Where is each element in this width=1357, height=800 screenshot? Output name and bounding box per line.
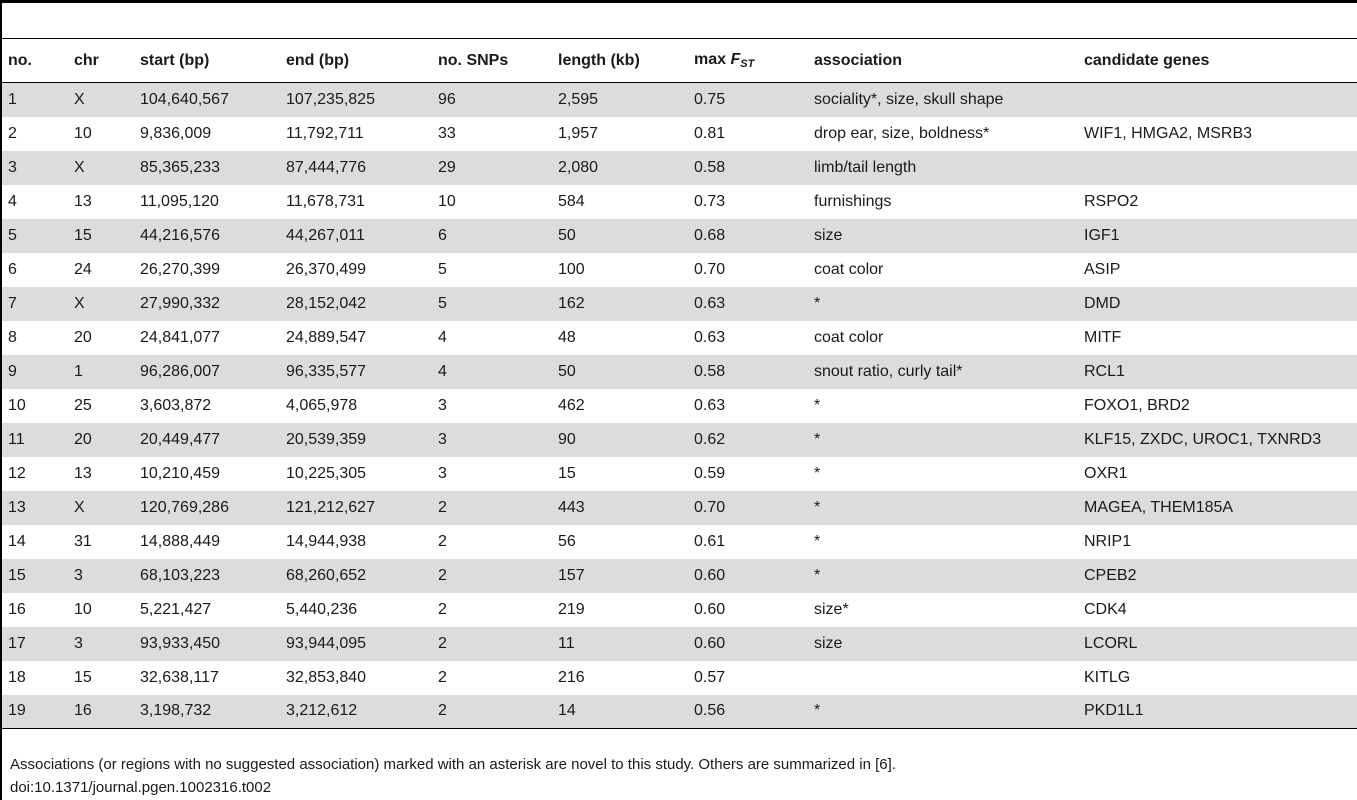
cell-association: * — [808, 559, 1078, 593]
cell-association: * — [808, 287, 1078, 321]
table-row — [2, 491, 1357, 525]
table-row — [2, 389, 1357, 423]
cell-start: 32,638,117 — [140, 668, 219, 686]
cell-no: 10 — [8, 396, 26, 414]
cell-fst: 0.58 — [688, 355, 808, 389]
cell-chr: 25 — [74, 396, 92, 414]
data-table — [2, 38, 1357, 729]
cell-length: 443 — [552, 491, 688, 525]
header-genes: candidate genes — [1078, 39, 1357, 83]
cell-association: * — [808, 423, 1078, 457]
header-snps: no. SNPs — [432, 39, 552, 83]
header-no: no. — [2, 39, 68, 83]
table-row — [2, 287, 1357, 321]
cell-length: 48 — [558, 328, 576, 346]
cell-no: 15 — [2, 559, 68, 593]
table-row — [2, 661, 1357, 695]
cell-genes: DMD — [1078, 287, 1357, 321]
cell-no: 12 — [8, 464, 26, 482]
cell-start: 96,286,007 — [134, 355, 280, 389]
doi-text: doi:10.1371/journal.pgen.1002316.t002 — [10, 779, 272, 796]
cell-association: sociality*, size, skull shape — [808, 83, 1078, 117]
cell-association: size* — [814, 600, 849, 618]
table-row — [2, 423, 1357, 457]
cell-genes: MITF — [1084, 328, 1122, 346]
table-row — [2, 321, 1357, 355]
cell-genes: PKD1L1 — [1078, 695, 1357, 729]
header-fst-var: F — [730, 51, 741, 68]
cell-end: 107,235,825 — [280, 83, 432, 117]
cell-length: 219 — [558, 600, 585, 618]
cell-snps: 33 — [438, 124, 456, 142]
cell-chr: 31 — [74, 532, 92, 550]
cell-fst: 0.60 — [688, 559, 808, 593]
cell-association: * — [814, 532, 821, 550]
cell-fst: 0.73 — [694, 192, 726, 210]
cell-length: 162 — [552, 287, 688, 321]
header-length: length (kb) — [552, 39, 688, 83]
cell-start: 20,449,477 — [134, 423, 280, 457]
cell-start: 104,640,567 — [134, 83, 280, 117]
cell-length: 157 — [552, 559, 688, 593]
cell-chr: 16 — [68, 695, 134, 729]
cell-snps: 2 — [438, 668, 447, 686]
cell-end: 26,370,499 — [286, 260, 367, 278]
header-fst-prefix: max — [694, 51, 731, 68]
cell-snps: 2 — [432, 559, 552, 593]
table-row — [2, 151, 1357, 185]
cell-end: 10,225,305 — [286, 464, 367, 482]
table-row — [2, 457, 1357, 491]
cell-genes: CPEB2 — [1078, 559, 1357, 593]
cell-end: 3,212,612 — [280, 695, 432, 729]
cell-snps: 2 — [432, 491, 552, 525]
cell-association: * — [814, 396, 821, 414]
cell-length: 2,080 — [552, 151, 688, 185]
cell-fst: 0.59 — [694, 464, 726, 482]
cell-snps: 2 — [432, 627, 552, 661]
cell-chr: X — [68, 83, 134, 117]
cell-length: 50 — [552, 219, 688, 253]
cell-no: 1 — [2, 83, 68, 117]
cell-chr: 20 — [74, 328, 92, 346]
table-row — [2, 525, 1357, 559]
cell-association: size — [808, 219, 1078, 253]
cell-association: furnishings — [814, 192, 892, 210]
cell-snps: 29 — [432, 151, 552, 185]
cell-chr: X — [68, 151, 134, 185]
cell-fst: 0.62 — [688, 423, 808, 457]
cell-genes: ASIP — [1084, 260, 1121, 278]
cell-no: 4 — [8, 192, 17, 210]
cell-snps: 5 — [432, 287, 552, 321]
cell-association: * — [808, 491, 1078, 525]
cell-length: 56 — [558, 532, 576, 550]
cell-start: 14,888,449 — [140, 532, 221, 550]
cell-no: 2 — [8, 124, 17, 142]
cell-chr: 3 — [68, 627, 134, 661]
cell-fst: 0.57 — [694, 668, 726, 686]
cell-end: 68,260,652 — [280, 559, 432, 593]
cell-fst: 0.58 — [688, 151, 808, 185]
cell-fst: 0.81 — [694, 124, 726, 142]
cell-end: 121,212,627 — [280, 491, 432, 525]
cell-end: 5,440,236 — [286, 600, 358, 618]
cell-chr: 15 — [68, 219, 134, 253]
cell-length: 100 — [558, 260, 585, 278]
cell-chr: 20 — [68, 423, 134, 457]
cell-snps: 5 — [438, 260, 447, 278]
cell-start: 27,990,332 — [134, 287, 280, 321]
cell-start: 26,270,399 — [140, 260, 221, 278]
cell-association: limb/tail length — [808, 151, 1078, 185]
cell-fst: 0.60 — [694, 600, 726, 618]
cell-genes: CDK4 — [1084, 600, 1127, 618]
cell-end: 11,792,711 — [286, 124, 364, 142]
cell-snps: 2 — [438, 532, 447, 550]
cell-start: 44,216,576 — [134, 219, 280, 253]
cell-association: snout ratio, curly tail* — [808, 355, 1078, 389]
cell-chr: X — [68, 287, 134, 321]
table-row — [2, 355, 1357, 389]
header-start: start (bp) — [134, 39, 280, 83]
cell-association: * — [808, 695, 1078, 729]
cell-fst: 0.63 — [688, 287, 808, 321]
cell-end: 44,267,011 — [280, 219, 432, 253]
header-end: end (bp) — [280, 39, 432, 83]
cell-fst: 0.56 — [688, 695, 808, 729]
cell-fst: 0.63 — [694, 396, 726, 414]
cell-start: 5,221,427 — [140, 600, 212, 618]
cell-genes: FOXO1, BRD2 — [1084, 396, 1190, 414]
table-footnote: Associations (or regions with no suggested association) marked with an asterisk are novel to this study. Others are summarized in [6]. — [10, 756, 896, 773]
cell-no: 5 — [2, 219, 68, 253]
cell-chr: 13 — [74, 464, 92, 482]
cell-start: 3,603,872 — [140, 396, 212, 414]
cell-genes: KITLG — [1084, 668, 1131, 686]
header-row — [2, 39, 1357, 83]
table-row — [2, 695, 1357, 729]
cell-no: 17 — [2, 627, 68, 661]
cell-no: 8 — [8, 328, 17, 346]
cell-end: 14,944,938 — [286, 532, 367, 550]
cell-association: coat color — [814, 260, 884, 278]
cell-length: 50 — [552, 355, 688, 389]
cell-snps: 4 — [432, 355, 552, 389]
cell-start: 11,095,120 — [140, 192, 219, 210]
cell-association: coat color — [814, 328, 884, 346]
cell-no: 11 — [2, 423, 68, 457]
cell-chr: 1 — [68, 355, 134, 389]
cell-genes: IGF1 — [1078, 219, 1357, 253]
cell-genes: OXR1 — [1084, 464, 1128, 482]
cell-genes: MAGEA, THEM185A — [1078, 491, 1357, 525]
cell-length: 1,957 — [558, 124, 599, 142]
cell-no: 7 — [2, 287, 68, 321]
cell-start: 3,198,732 — [134, 695, 280, 729]
cell-start: 68,103,223 — [134, 559, 280, 593]
cell-length: 11 — [552, 627, 688, 661]
cell-snps: 6 — [432, 219, 552, 253]
cell-chr: 24 — [74, 260, 92, 278]
cell-length: 462 — [558, 396, 585, 414]
cell-start: 120,769,286 — [134, 491, 280, 525]
table-row — [2, 219, 1357, 253]
table-row — [2, 253, 1357, 287]
cell-association: * — [814, 464, 821, 482]
cell-end: 96,335,577 — [280, 355, 432, 389]
top-rule — [0, 0, 1357, 3]
cell-chr: 10 — [74, 124, 92, 142]
table-row — [2, 627, 1357, 661]
cell-end: 11,678,731 — [286, 192, 365, 210]
cell-association: drop ear, size, boldness* — [814, 124, 990, 142]
cell-snps: 2 — [432, 695, 552, 729]
cell-end: 4,065,978 — [286, 396, 358, 414]
table-row — [2, 117, 1357, 151]
cell-genes: NRIP1 — [1084, 532, 1132, 550]
cell-chr: 3 — [68, 559, 134, 593]
cell-genes — [1078, 83, 1357, 117]
cell-association — [808, 661, 1078, 695]
cell-end: 93,944,095 — [280, 627, 432, 661]
header-fst-sub: ST — [740, 58, 755, 70]
header-chr: chr — [68, 39, 134, 83]
table-body — [2, 83, 1357, 729]
cell-no: 6 — [8, 260, 17, 278]
cell-genes: WIF1, HMGA2, MSRB3 — [1084, 124, 1253, 142]
cell-fst: 0.70 — [688, 491, 808, 525]
cell-fst: 0.68 — [688, 219, 808, 253]
cell-snps: 2 — [438, 600, 447, 618]
cell-length: 2,595 — [552, 83, 688, 117]
cell-end: 24,889,547 — [286, 328, 367, 346]
table-row — [2, 593, 1357, 627]
cell-fst: 0.75 — [688, 83, 808, 117]
cell-fst: 0.60 — [688, 627, 808, 661]
cell-no: 9 — [2, 355, 68, 389]
cell-end: 32,853,840 — [286, 668, 367, 686]
cell-fst: 0.63 — [694, 328, 726, 346]
cell-snps: 10 — [438, 192, 456, 210]
cell-start: 9,836,009 — [140, 124, 212, 142]
cell-length: 584 — [558, 192, 585, 210]
cell-genes — [1078, 151, 1357, 185]
cell-end: 20,539,359 — [280, 423, 432, 457]
cell-genes: RSPO2 — [1084, 192, 1139, 210]
cell-start: 10,210,459 — [140, 464, 221, 482]
cell-snps: 96 — [432, 83, 552, 117]
cell-genes: KLF15, ZXDC, UROC1, TXNRD3 — [1078, 423, 1357, 457]
cell-chr: 10 — [74, 600, 92, 618]
table-row — [2, 83, 1357, 117]
cell-no: 3 — [2, 151, 68, 185]
cell-end: 28,152,042 — [280, 287, 432, 321]
cell-no: 16 — [8, 600, 26, 618]
cell-snps: 3 — [438, 396, 447, 414]
cell-fst: 0.70 — [694, 260, 726, 278]
cell-no: 18 — [8, 668, 26, 686]
cell-length: 216 — [558, 668, 585, 686]
cell-association: size — [808, 627, 1078, 661]
cell-chr: 15 — [74, 668, 92, 686]
cell-no: 13 — [2, 491, 68, 525]
cell-length: 15 — [558, 464, 576, 482]
header-association: association — [808, 39, 1078, 83]
cell-length: 14 — [552, 695, 688, 729]
cell-snps: 3 — [432, 423, 552, 457]
cell-end: 87,444,776 — [280, 151, 432, 185]
cell-snps: 3 — [438, 464, 447, 482]
cell-chr: X — [68, 491, 134, 525]
cell-genes: RCL1 — [1078, 355, 1357, 389]
cell-start: 85,365,233 — [134, 151, 280, 185]
cell-genes: LCORL — [1078, 627, 1357, 661]
cell-start: 93,933,450 — [134, 627, 280, 661]
cell-no: 19 — [2, 695, 68, 729]
header-max-fst — [688, 39, 808, 83]
cell-start: 24,841,077 — [140, 328, 221, 346]
cell-chr: 13 — [74, 192, 92, 210]
cell-no: 14 — [8, 532, 26, 550]
table-row — [2, 185, 1357, 219]
cell-snps: 4 — [438, 328, 447, 346]
cell-length: 90 — [552, 423, 688, 457]
table-row — [2, 559, 1357, 593]
cell-fst: 0.61 — [694, 532, 726, 550]
